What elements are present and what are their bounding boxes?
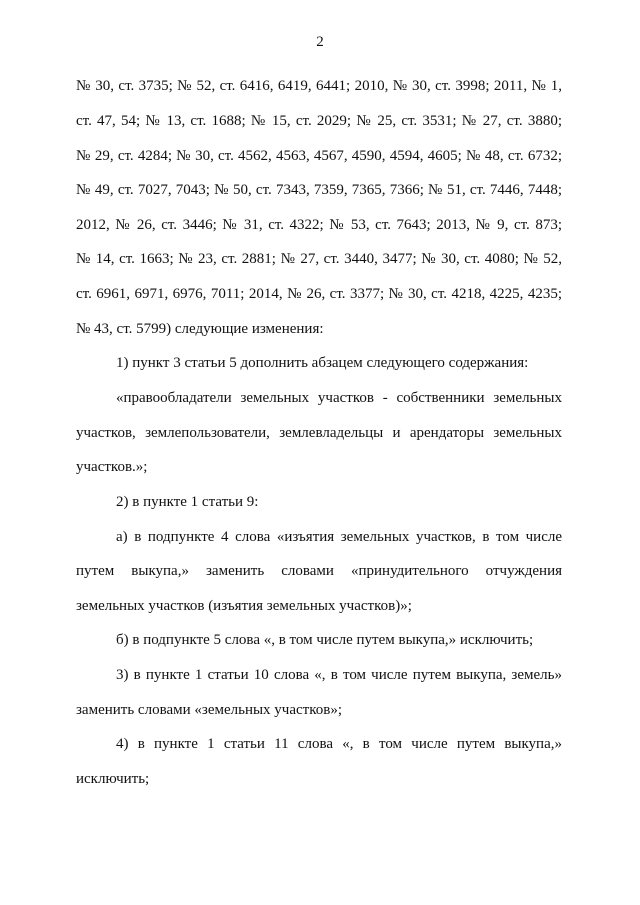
text-line: ст. 47, 54; № 13, ст. 1688; № 15, ст. 2029; № 25, ст. 3531; № 27, ст. 3880; (76, 113, 562, 129)
list-item-4: исключить; (76, 771, 150, 787)
sub-item-b: б) в подпункте 5 слова «, в том числе путем выкупа,» исключить; (116, 632, 534, 648)
quote-line: участков.»; (76, 459, 148, 475)
sub-item-a: а) в подпункте 4 слова «изъятия земельных участков, в том числе (116, 529, 562, 545)
quote-line: «правообладатели земельных участков - собственники земельных (116, 390, 562, 406)
list-item-2: 2) в пункте 1 статьи 9: (116, 494, 259, 510)
sub-item-a: путем выкупа,» заменить словами «принудительного отчуждения (76, 563, 562, 579)
sub-item-a: земельных участков (изъятия земельных участков)»; (76, 598, 412, 614)
text-line: 2012, № 26, ст. 3446; № 31, ст. 4322; № 53, ст. 7643; 2013, № 9, ст. 873; (76, 217, 562, 233)
text-line: № 14, ст. 1663; № 23, ст. 2881; № 27, ст. 3440, 3477; № 30, ст. 4080; № 52, (76, 251, 562, 267)
text-line: № 49, ст. 7027, 7043; № 50, ст. 7343, 7359, 7365, 7366; № 51, ст. 7446, 7448; (76, 182, 562, 198)
text-line: № 30, ст. 3735; № 52, ст. 6416, 6419, 6441; 2010, № 30, ст. 3998; 2011, № 1, (76, 78, 562, 94)
list-item-1: 1) пункт 3 статьи 5 дополнить абзацем следующего содержания: (116, 355, 529, 371)
text-line: ст. 6961, 6971, 6976, 7011; 2014, № 26, ст. 3377; № 30, ст. 4218, 4225, 4235; (76, 286, 562, 302)
list-item-4: 4) в пункте 1 статьи 11 слова «, в том числе путем выкупа,» (116, 736, 562, 752)
page-number: 2 (316, 34, 324, 50)
list-item-3: 3) в пункте 1 статьи 10 слова «, в том числе путем выкупа, земель» (116, 667, 562, 683)
text-line: № 29, ст. 4284; № 30, ст. 4562, 4563, 4567, 4590, 4594, 4605; № 48, ст. 6732; (76, 148, 562, 164)
text-line: № 43, ст. 5799) следующие изменения: (76, 321, 324, 337)
list-item-3: заменить словами «земельных участков»; (76, 702, 342, 718)
quote-line: участков, землепользователи, землевладельцы и арендаторы земельных (76, 425, 562, 441)
